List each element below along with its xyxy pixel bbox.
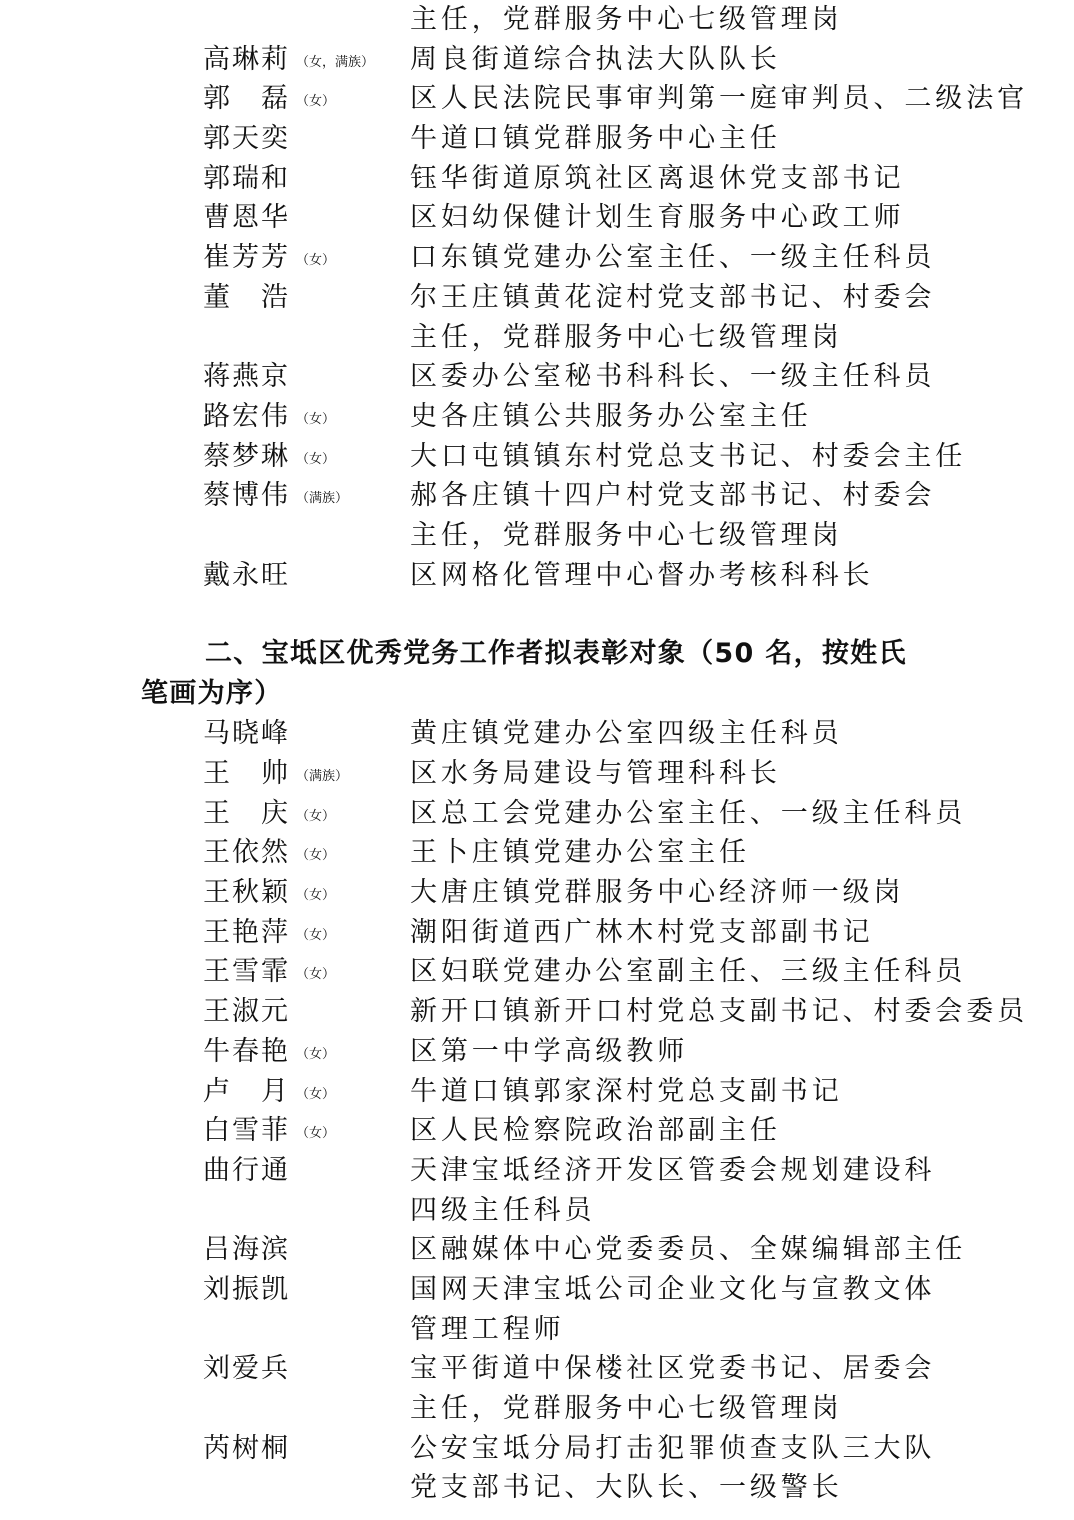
person-note: （女） [296,94,336,110]
person-name-text: 卢 月 [203,1075,290,1107]
person-name-text: 王秋颖 [203,877,290,909]
list-item [0,119,1074,159]
section-gap [0,595,1074,634]
person-name-text: 芮树桐 [203,1432,290,1464]
person-name [203,1272,296,1311]
list-item [0,476,1074,516]
person-name-text: 王雪霏 [203,956,290,988]
person-name [203,2,209,41]
person-title: 主任，党群服务中心七级管理岗 [410,4,843,35]
person-title: 牛道口镇党群服务中心主任 [410,123,781,155]
list-item [0,516,1074,556]
person-title: 国网天津宝坻公司企业文化与宣教文体 [410,1273,936,1305]
person-name [203,796,335,835]
list-item [0,1310,1074,1350]
person-name-text: 曹恩华 [203,202,290,234]
list-item [0,556,1074,596]
person-name [203,240,335,279]
person-name [203,1312,209,1351]
person-note: （女，满族） [296,54,375,70]
person-note: （女） [296,1126,336,1142]
person-name [203,518,209,557]
section-2-heading-line-2: 笔画为序） [141,678,283,710]
person-title: 管理工程师 [410,1313,565,1345]
person-title: 主任，党群服务中心七级管理岗 [410,1393,843,1424]
person-name-text: 董 浩 [203,281,290,313]
list-item [0,833,1074,873]
list-item [0,873,1074,913]
list-item [0,159,1074,199]
person-name-text: 路宏伟 [203,400,290,432]
person-title: 周良街道综合执法大队队长 [410,43,781,75]
person-title: 主任，党群服务中心七级管理岗 [410,519,843,551]
person-name-text: 郭天奕 [203,123,290,155]
person-name [203,1391,209,1430]
person-title: 王卜庄镇党建办公室主任 [410,837,750,869]
person-name [203,399,335,438]
list-item [0,40,1074,80]
list-item [0,1349,1074,1389]
person-title: 区网格化管理中心督办考核科科长 [410,559,874,591]
list-item [0,1429,1074,1469]
list-item [0,238,1074,278]
person-title: 尔王庄镇黄花淀村党支部书记、村委会 [410,281,936,313]
list-item [0,1111,1074,1151]
person-note: （满族） [296,769,349,784]
person-name [203,1074,335,1113]
list-item [0,714,1074,754]
person-name-text: 王依然 [203,837,290,869]
person-name-text: 王淑元 [203,996,290,1028]
list-item [0,198,1074,238]
list-item [0,1072,1074,1112]
person-title: 四级主任科员 [410,1194,596,1226]
person-title: 主任，党群服务中心七级管理岗 [410,321,843,353]
person-name-text: 刘振凯 [203,1273,290,1305]
person-name [203,320,209,359]
person-name [203,1351,296,1390]
person-name [203,359,296,398]
person-title: 大口屯镇镇东村党总支书记、村委会主任 [410,440,967,472]
person-note: （女） [296,1046,336,1062]
person-title: 钰华街道原筑社区离退休党支部书记 [410,162,905,194]
list-item [0,357,1074,397]
person-name [203,1193,209,1232]
list-item [0,397,1074,437]
person-name-text: 蒋燕京 [203,361,290,393]
person-name-text: 刘爱兵 [203,1353,290,1385]
person-name-text: 王 庆 [203,797,290,829]
person-name [203,915,335,954]
person-name-text: 曲行通 [203,1154,290,1186]
person-name [203,439,335,478]
person-title: 区第一中学高级教师 [410,1035,689,1067]
list-item [0,1230,1074,1270]
person-title: 区人民法院民事审判第一庭审判员、二级法官 [410,83,1028,115]
person-title: 郝各庄镇十四户村党支部书记、村委会 [410,480,936,512]
person-name [203,558,296,597]
person-title: 区水务局建设与管理科科长 [410,758,781,789]
person-name [203,1034,335,1073]
person-name [203,954,335,993]
person-title: 区总工会党建办公室主任、一级主任科员 [410,797,967,829]
person-note: （满族） [296,491,349,507]
person-name-text: 牛春艳 [203,1035,290,1067]
person-title: 宝平街道中保楼社区党委书记、居委会 [410,1353,936,1385]
person-note: （女） [296,411,336,427]
person-name [203,42,374,81]
person-note: （女） [296,1086,336,1102]
person-title: 黄庄镇党建办公室四级主任科员 [410,718,843,750]
person-name [203,200,296,239]
list-item [0,913,1074,953]
person-name-text: 吕海滨 [203,1234,290,1266]
person-name-text: 王 帅 [203,758,290,789]
person-title: 潮阳街道西广林木村党支部副书记 [410,916,874,948]
list-item [0,794,1074,834]
list-item [0,952,1074,992]
person-note: （女） [296,888,336,904]
person-name [203,121,296,160]
list-item [0,1032,1074,1072]
person-name [203,994,296,1033]
section-2-list [0,714,1074,1508]
person-name-text: 蔡博伟 [203,480,290,512]
list-item [0,1270,1074,1310]
list-item [0,754,1074,794]
person-title: 党支部书记、大队长、一级警长 [410,1472,843,1504]
person-title: 大唐庄镇党群服务中心经济师一级岗 [410,877,905,909]
person-name-text: 郭 磊 [203,83,290,115]
person-note: （女） [296,967,336,983]
person-note: （女） [296,253,336,269]
person-name-text: 蔡梦琳 [203,440,290,472]
person-title: 史各庄镇公共服务办公室主任 [410,400,812,432]
list-item [0,1151,1074,1191]
person-title: 区妇联党建办公室副主任、三级主任科员 [410,956,967,988]
person-name-text: 崔芳芳 [203,242,290,274]
person-title: 区融媒体中心党委委员、全媒编辑部主任 [410,1234,967,1266]
person-title: 区委办公室秘书科科长、一级主任科员 [410,361,936,393]
section-2-heading [0,634,1074,714]
person-name [203,1113,335,1152]
list-item [0,437,1074,477]
person-name [203,716,296,755]
person-title: 公安宝坻分局打击犯罪侦查支队三大队 [410,1432,936,1464]
person-name-text: 高琳莉 [203,43,290,75]
list-item [0,1191,1074,1231]
person-note: （女） [296,451,336,467]
person-name [203,1431,296,1470]
list-item [0,1389,1074,1429]
person-title: 区人民检察院政治部副主任 [410,1115,781,1147]
person-name [203,81,335,120]
person-note: （女） [296,848,336,864]
person-title: 口东镇党建办公室主任、一级主任科员 [410,242,936,274]
person-name-text: 郭瑞和 [203,162,290,194]
person-title: 区妇幼保健计划生育服务中心政工师 [410,202,905,234]
person-name [203,1232,296,1271]
person-title: 牛道口镇郭家深村党总支副书记 [410,1075,843,1107]
person-title: 天津宝坻经济开发区管委会规划建设科 [410,1154,936,1186]
person-name-text: 戴永旺 [203,559,290,591]
person-title: 新开口镇新开口村党总支副书记、村委会委员 [410,996,1028,1028]
section-2-heading-line-1: 二、宝坻区优秀党务工作者拟表彰对象（50 名，按姓氏 [205,638,907,670]
person-name [203,280,296,319]
list-item [0,79,1074,119]
section-1-list [0,0,1074,595]
person-name-text: 王艳萍 [203,916,290,948]
person-name [203,1153,296,1192]
person-name [203,161,296,200]
person-note: （女） [296,927,336,943]
person-note: （女） [296,808,336,824]
list-item [0,1468,1074,1508]
person-name-text: 马晓峰 [203,718,290,750]
person-name [203,835,335,874]
list-item [0,318,1074,358]
list-item [0,0,1074,40]
list-item [0,992,1074,1032]
person-name [203,875,335,914]
person-name [203,1470,209,1509]
person-name [203,756,348,795]
person-name-text: 白雪菲 [203,1115,290,1147]
list-item [0,278,1074,318]
person-name [203,478,348,517]
